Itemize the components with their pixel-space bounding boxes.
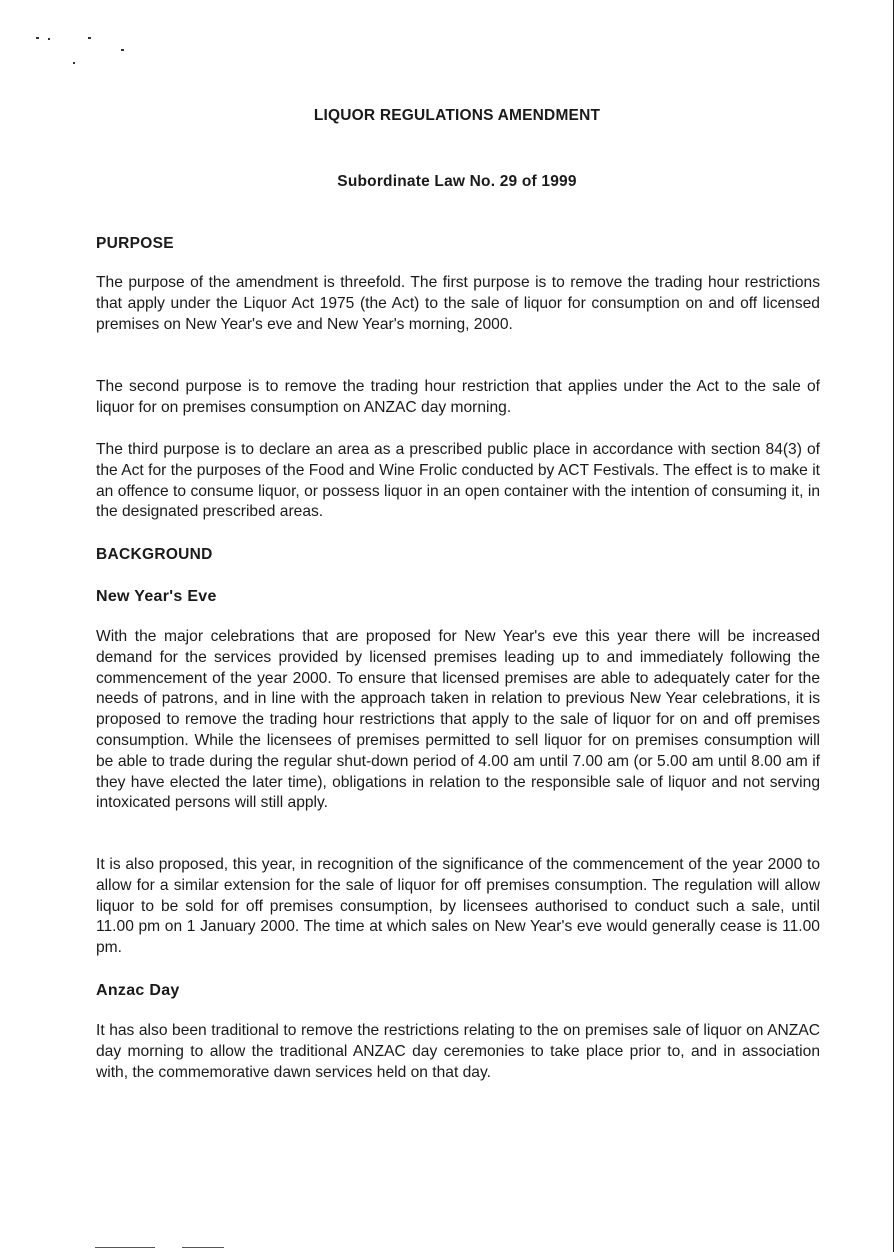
section-heading-background: BACKGROUND [96,546,213,563]
section-heading-purpose: PURPOSE [96,235,174,252]
anzac-day-paragraph-1: It has also been traditional to remove the restrictions relating to the on premises sale of liquor on ANZAC day morning to allow the traditional ANZAC day ceremonies to take place prior to, and in association with, the commemorative dawn services held on that day. [96,1022,820,1081]
subheading-anzac-day: Anzac Day [96,982,180,999]
scan-bottom-line [182,1247,224,1248]
purpose-paragraph-1: The purpose of the amendment is threefold. The first purpose is to remove the trading hour restrictions that apply under the Liquor Act 1975 (the Act) to the sale of liquor for consumption on and off licensed premises on New Year's eve and New Year's morning, 2000. [96,274,820,333]
scan-speck [88,37,91,39]
purpose-paragraph-3: The third purpose is to declare an area as a prescribed public place in accordance with section 84(3) of the Act for the purposes of the Food and Wine Frolic conducted by ACT Festivals. The effect is to make it an offence to consume liquor, or possess liquor in an open container with the intention of consuming it, in the designated prescribed areas. [96,441,820,521]
scan-speck [121,49,124,51]
scan-speck [36,37,39,39]
document-subtitle: Subordinate Law No. 29 of 1999 [337,173,577,190]
scan-speck [48,38,50,40]
purpose-paragraph-2: The second purpose is to remove the trading hour restriction that applies under the Act to the sale of liquor for on premises consumption on ANZAC day morning. [96,378,820,416]
new-years-eve-paragraph-2: It is also proposed, this year, in recognition of the significance of the commencement of the year 2000 to allow for a similar extension for the sale of liquor for off premises consumption. The regulation will allow liquor to be sold for off premises consumption, by licensees authorised to conduct such a sale, until 11.00 pm on 1 January 2000. The time at which sales on New Year's eve would generally cease is 11.00 pm. [96,856,820,957]
subheading-new-years-eve: New Year's Eve [96,588,217,605]
new-years-eve-paragraph-1: With the major celebrations that are proposed for New Year's eve this year there will be increased demand for the services provided by licensed premises leading up to and immediately following the commencement of the year 2000. To ensure that licensed premises are able to adequately cater for the needs of patrons, and in line with the approach taken in relation to previous New Year celebrations, it is proposed to remove the trading hour restrictions that apply to the sale of liquor for on and off premises consumption. While the licensees of premises permitted to sell liquor for on premises consumption will be able to trade during the regular shut-down period of 4.00 am until 7.00 am (or 5.00 am until 8.00 am if they have elected the later time), obligations in relation to the responsible sale of liquor and not serving intoxicated persons will still apply. [96,628,820,812]
document-title: LIQUOR REGULATIONS AMENDMENT [313,107,601,124]
scan-bottom-line [95,1247,155,1248]
scan-speck [73,62,75,64]
